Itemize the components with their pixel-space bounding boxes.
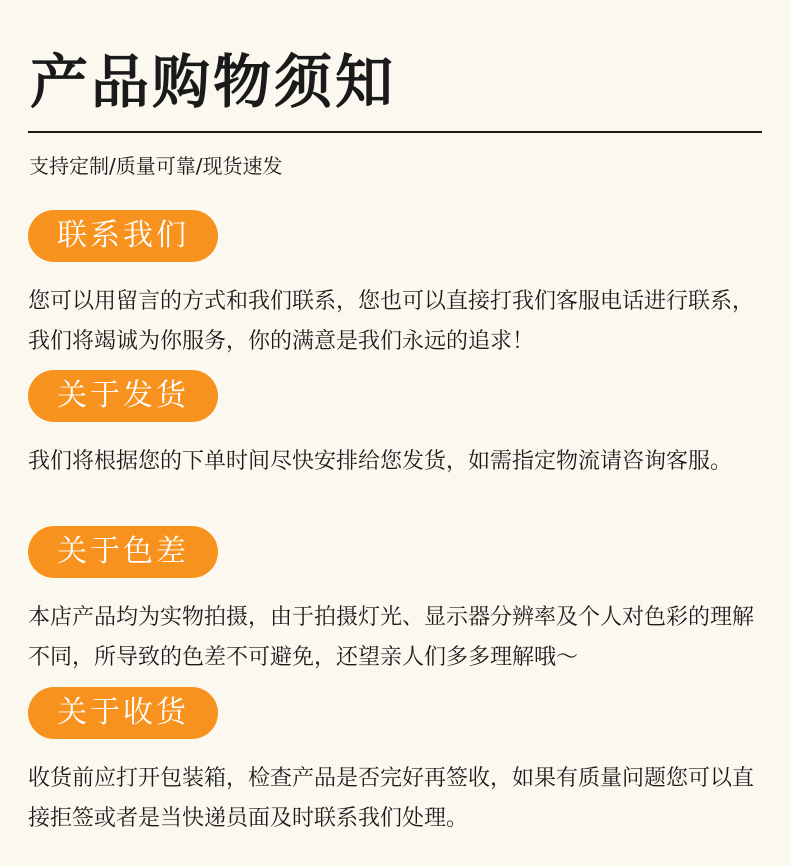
section-contact-us [28,210,768,362]
section-heading-badge: 联系我们 [28,210,218,262]
section-receiving [28,687,768,839]
section-heading-badge: 关于收货 [28,687,218,739]
section-body-text: 我们将根据您的下单时间尽快安排给您发货，如需指定物流请咨询客服。 [28,449,733,474]
section-heading-badge: 关于发货 [28,370,218,422]
title-divider [28,131,762,133]
section-body-text: 收货前应打开包装箱，检查产品是否完好再签收，如果有质量问题您可以直接拒签或者是当快递员面及时联系我们处理。 [28,766,755,831]
page-title: 产品购物须知 [30,48,397,116]
section-body-text: 您可以用留言的方式和我们联系，您也可以直接打我们客服电话进行联系，我们将竭诚为你服务，你的满意是我们永远的追求！ [28,289,755,354]
section-heading-badge: 关于色差 [28,526,218,578]
section-shipping [28,370,768,482]
section-body-text: 本店产品均为实物拍摄，由于拍摄灯光、显示器分辨率及个人对色彩的理解不同，所导致的色差不可避免，还望亲人们多多理解哦～ [28,605,755,670]
section-color-difference [28,526,768,678]
page-subtitle: 支持定制/质量可靠/现货速发 [29,154,283,178]
